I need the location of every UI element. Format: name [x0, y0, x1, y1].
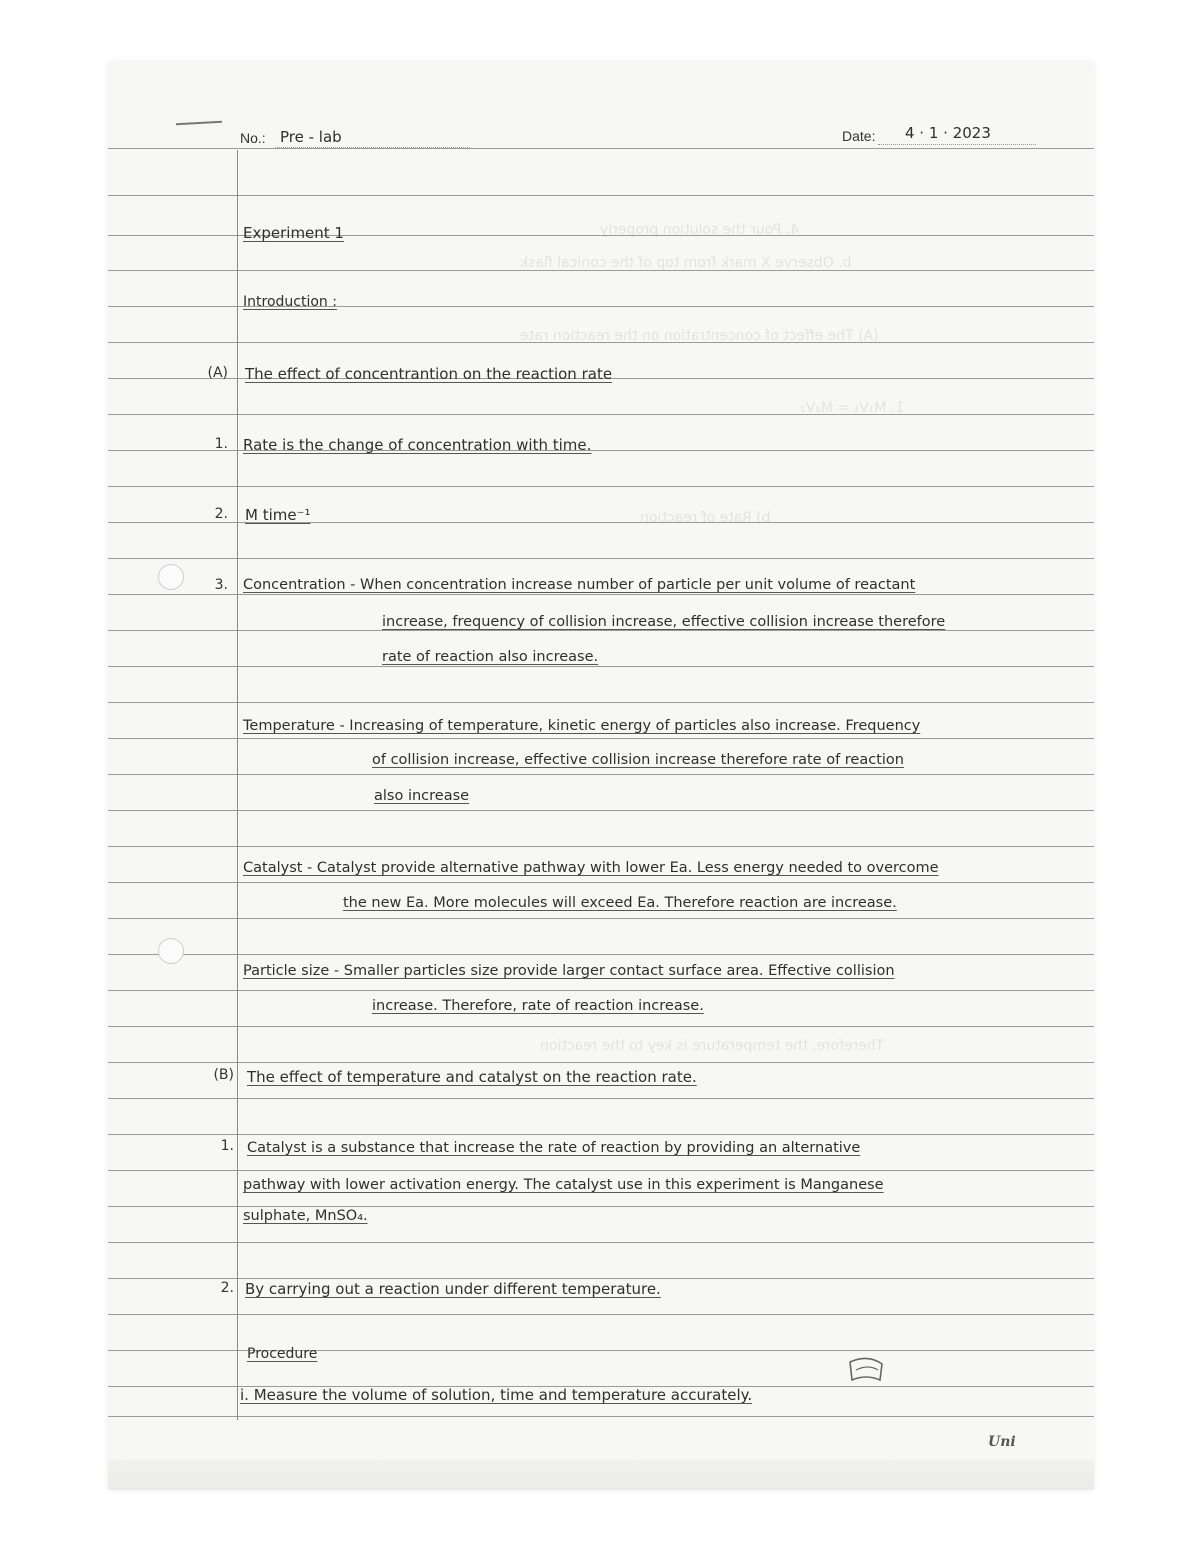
rule-line	[108, 1134, 1094, 1135]
section-b-label: (B)	[213, 1067, 234, 1083]
rule-line	[108, 738, 1094, 739]
rule-line	[108, 594, 1094, 595]
rule-line	[108, 774, 1094, 775]
rule-line	[108, 1062, 1094, 1063]
rule-line	[108, 1206, 1094, 1207]
item-number: 1.	[214, 436, 228, 452]
concentration-line-3: rate of reaction also increase.	[382, 649, 599, 665]
rule-line	[108, 1416, 1094, 1417]
rule-line	[108, 558, 1094, 559]
margin-line	[237, 150, 238, 1420]
catalyst-definition-line-2: pathway with lower activation energy. The catalyst use in this experiment is Manganese	[243, 1177, 884, 1193]
rule-line	[108, 990, 1094, 991]
bleed-through: (A) The effect of concentration on the reaction rate	[520, 328, 879, 344]
punch-hole	[158, 938, 184, 964]
rule-line	[108, 414, 1094, 415]
rule-line	[108, 148, 1094, 149]
number-label: No.:	[240, 130, 266, 146]
rule-line	[108, 882, 1094, 883]
bleed-through: 4. Pour the solution properly	[600, 222, 800, 238]
rule-line	[108, 630, 1094, 631]
item-number: 2.	[220, 1280, 234, 1296]
rate-unit: M time⁻¹	[245, 506, 311, 524]
rule-line	[108, 810, 1094, 811]
date-value: 4 · 1 · 2023	[905, 124, 991, 142]
catalyst-definition-line-3: sulphate, MnSO₄.	[243, 1208, 368, 1224]
item-number: 3.	[214, 577, 228, 593]
number-value: Pre - lab	[280, 128, 342, 146]
bleed-through: 1. M₁V₁ = M₂V₂	[800, 400, 905, 416]
notebook-page	[108, 62, 1094, 1490]
rule-line	[108, 846, 1094, 847]
rule-line	[108, 1314, 1094, 1315]
date-dotted-line	[878, 144, 1036, 145]
rule-line	[108, 1170, 1094, 1171]
rate-definition: Rate is the change of concentration with time.	[243, 436, 592, 454]
temperature-line-2: of collision increase, effective collision increase therefore rate of reaction	[372, 752, 904, 768]
particle-size-line-2: increase. Therefore, rate of reaction increase.	[372, 998, 704, 1014]
bleed-through: b. Observe X mark from top of the conical flask	[520, 255, 852, 271]
procedure-step-1: i. Measure the volume of solution, time and temperature accurately.	[240, 1386, 753, 1404]
concentration-line-1: Concentration - When concentration increase number of particle per unit volume of reactant	[243, 577, 916, 593]
catalyst-definition-line-1: Catalyst is a substance that increase the rate of reaction by providing an alternative	[247, 1140, 861, 1156]
rule-line	[108, 486, 1094, 487]
date-label: Date:	[842, 128, 876, 144]
catalyst-line-1: Catalyst - Catalyst provide alternative pathway with lower Ea. Less energy needed to overcome	[243, 860, 939, 876]
section-a-heading: The effect of concentrantion on the reaction rate	[245, 365, 613, 383]
experiment-title: Experiment 1	[243, 224, 344, 242]
introduction-heading: Introduction :	[243, 294, 337, 310]
rule-line	[108, 918, 1094, 919]
catalyst-line-2: the new Ea. More molecules will exceed Ea. Therefore reaction are increase.	[343, 895, 897, 911]
item-number: 1.	[220, 1138, 234, 1154]
bleed-through: b) Rate of reaction	[640, 510, 771, 526]
temperature-line-1: Temperature - Increasing of temperature, kinetic energy of particles also increase. Frequency	[243, 718, 921, 734]
brand-logo	[842, 1350, 932, 1390]
brand-logo-text: Uni	[988, 1434, 1016, 1450]
rule-line	[108, 1098, 1094, 1099]
item-number: 2.	[214, 506, 228, 522]
concentration-line-2: increase, frequency of collision increase, effective collision increase therefore	[382, 614, 946, 630]
procedure-heading: Procedure	[247, 1346, 318, 1362]
section-b-heading: The effect of temperature and catalyst on the reaction rate.	[247, 1068, 697, 1086]
temperature-line-3: also increase	[374, 788, 470, 804]
particle-size-line-1: Particle size - Smaller particles size provide larger contact surface area. Effective collision	[243, 963, 895, 979]
rule-line	[108, 1242, 1094, 1243]
punch-hole	[158, 564, 184, 590]
rule-line	[108, 1026, 1094, 1027]
rule-line	[108, 954, 1094, 955]
rule-line	[108, 702, 1094, 703]
bleed-through: Therefore, the temperature is key to the reaction	[540, 1038, 885, 1054]
section-a-label: (A)	[207, 365, 228, 381]
temperature-method: By carrying out a reaction under different temperature.	[245, 1280, 661, 1298]
rule-line	[108, 666, 1094, 667]
rule-line	[108, 195, 1094, 196]
number-dotted-line	[275, 147, 470, 148]
page-bottom-shadow	[108, 1460, 1094, 1490]
rule-line	[108, 1278, 1094, 1279]
